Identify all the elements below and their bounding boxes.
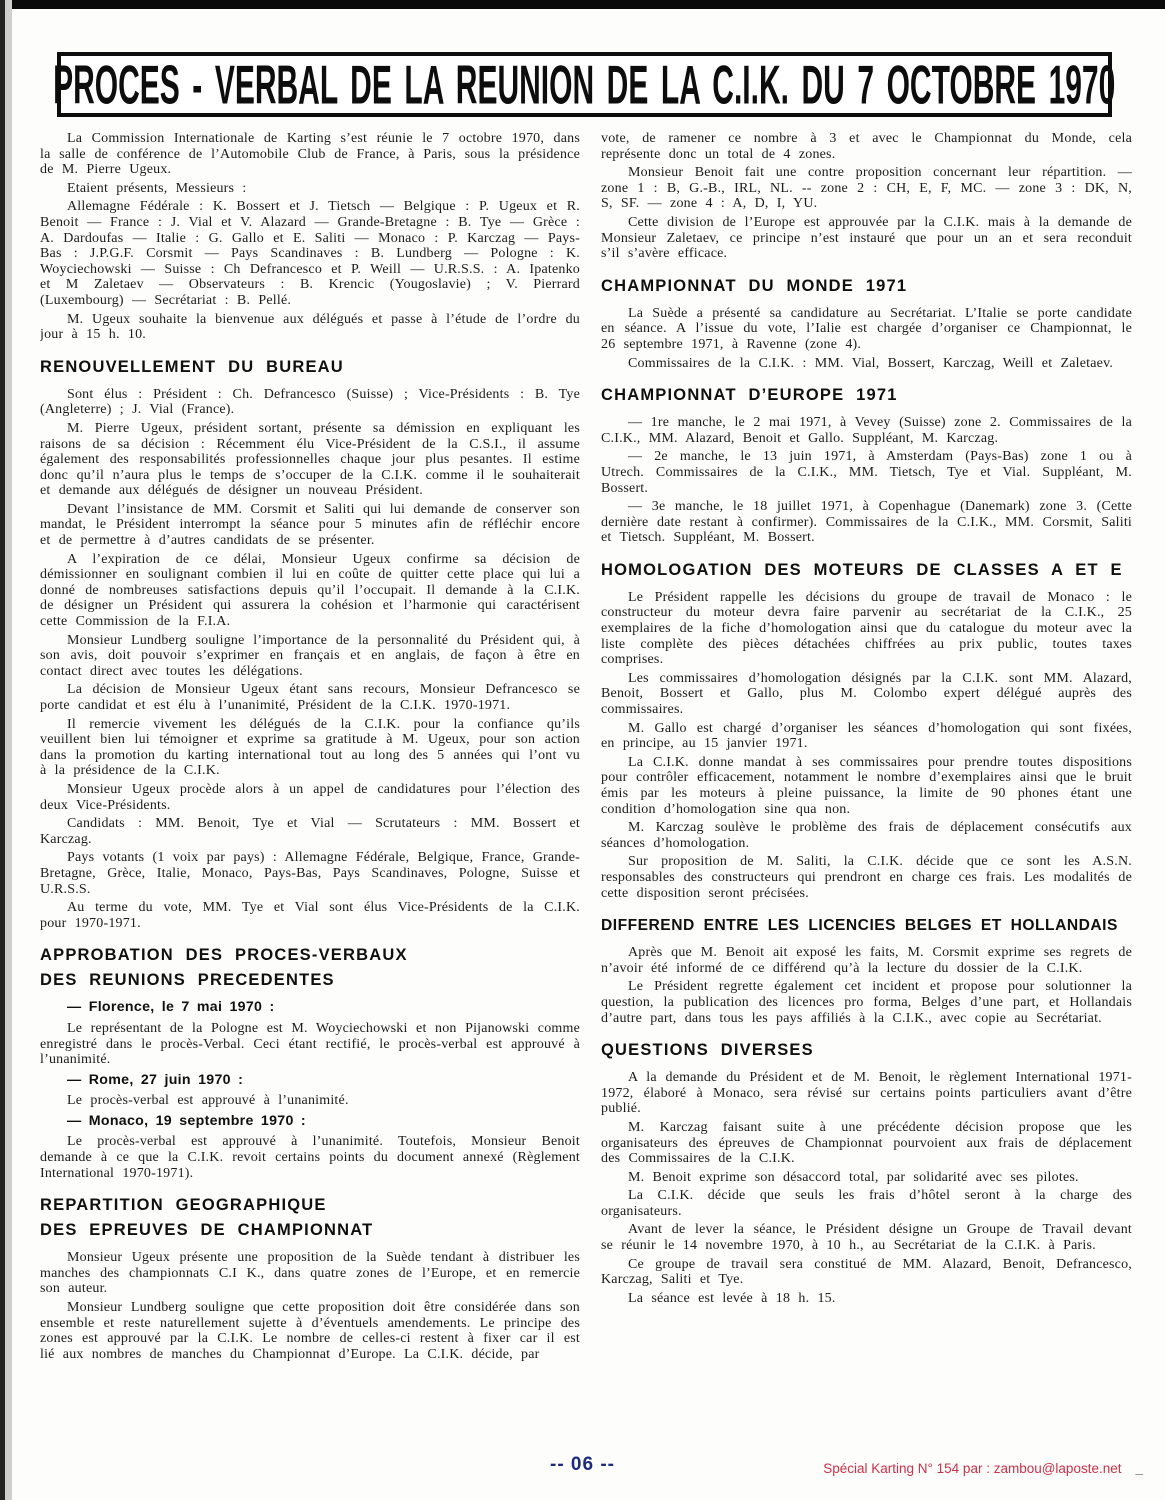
- paragraph-licences-pro-forma: Le Président regrette également cet incident et propose pour solutionner la question, la publication des licences pro forma, Belges d’une part, et Hollandais d’autre part, dans tous les pays affiliés à la C.I.K., avec copie au Secrétariat.: [601, 979, 1132, 1026]
- section-heading-championnat-europe: CHAMPIONNAT D’EUROPE 1971: [601, 386, 898, 405]
- paragraph-saliti-asn: Sur proposition de M. Saliti, la C.I.K. décide que ce sont les A.S.N. responsables des constructeurs qui prendront en charge ces frais. Les modalités de cette disposition seront précisées.: [601, 854, 1132, 901]
- paragraph-pays-votants: Pays votants (1 voix par pays) : Allemagne Fédérale, Belgique, France, Grande-Bretagne, Grèce, Italie, Monaco, Pays-Bas, Pays Scandinaves, Pologne, Suisse et U.R.S.S.: [40, 850, 580, 897]
- section-heading-approbation-2: DES REUNIONS PRECEDENTES: [40, 971, 335, 990]
- paragraph-elected: Sont élus : Président : Ch. Defrancesco (Suisse) ; Vice-Présidents : B. Tye (Angleterre) ; J. Vial (France).: [40, 386, 580, 418]
- paragraph-proposition-suede: Monsieur Ugeux présente une proposition de la Suède tendant à distribuer les manches des championnats C.I K., dans quatre zones de l’Europe, et en remercie son auteur.: [40, 1250, 580, 1297]
- paragraph-division-europe: Cette division de l’Europe est approuvée par la C.I.K. mais à la demande de Monsieur Zaletaev, ce principe n’est instauré que pour un an et sera reconduit s’il s’avère efficace.: [601, 214, 1132, 262]
- subheading-rome: — Rome, 27 juin 1970 :: [67, 1071, 244, 1088]
- paragraph-presents: Etaient présents, Messieurs :: [67, 180, 247, 196]
- paragraph-monaco: Le procès-verbal est approuvé à l’unanimité. Toutefois, Monsieur Benoit demande à ce que la C.I.K. revoit certains points du document annexé (Règlement International 1970-1971).: [40, 1134, 580, 1181]
- credit-trailing-mark: _: [1135, 1461, 1143, 1476]
- paragraph-manche-3: — 3e manche, le 18 juillet 1971, à Copenhague (Danemark) zone 3. (Cette dernière date restant à confirmer). Commissaires de la C.I.K., MM. Corsmit, Saliti et Tietsch. Suppléant, M. Bossert.: [601, 499, 1132, 546]
- paragraph-groupe-travail: Avant de lever la séance, le Président désigne un Groupe de Travail devant se réunir le 14 novembre 1970, à 10 h., au Secrétariat de la C.I.K. à Paris.: [601, 1222, 1132, 1254]
- paragraph-corsmit-regrets: Après que M. Benoit ait exposé les faits, M. Corsmit exprime ses regrets de n’avoir été informé de ce différend qu’à la lecture du dossier de la C.I.K.: [601, 945, 1132, 976]
- paragraph-gallo-seances: M. Gallo est chargé d’organiser les séances d’homologation qui sont fixées, en principe, au 15 janvier 1971.: [601, 720, 1132, 752]
- paragraph-contre-proposition: Monsieur Benoit fait une contre proposition concernant leur répartition. — zone 1 : B, G.-B., IRL, NL. -- zone 2 : CH, E, F, MC. — zone 3 : DK, N, S, SF. — zone 4 : A, D, I, YU.: [601, 165, 1132, 212]
- paragraph-mandat-commissaires: La C.I.K. donne mandat à ses commissaires pour prendre toutes dispositions pour contrôler efficacement, notamment le nombre d’exemplaires ainsi que le bruit émis par les moteurs à pleine puissance, la limite de 90 phones étant une condition d’homologation sine qua non.: [601, 754, 1132, 817]
- paragraph-reglement-international: A la demande du Président et de M. Benoit, le règlement International 1971-1972, élaboré à Monaco, sera révisé sur certains points particuliers avant d’être publié.: [601, 1070, 1132, 1117]
- paragraph-resultat-vote: Au terme du vote, MM. Tye et Vial sont élus Vice-Présidents de la C.I.K. pour 1970-1971.: [40, 900, 580, 931]
- paragraph-insistance: Devant l’insistance de MM. Corsmit et Saliti qui lui demande de conserver son mandat, le Président interrompt la séance pour 5 minutes afin de réfléchir encore et de permettre à d’autres candidats de se présenter.: [40, 501, 580, 549]
- paragraph-commissaires-monde: Commissaires de la C.I.K. : MM. Vial, Bossert, Karczag, Weill et Zaletaev.: [628, 355, 1114, 371]
- section-heading-homologation: HOMOLOGATION DES MOTEURS DE CLASSES A ET E: [601, 560, 1123, 579]
- section-heading-championnat-monde: CHAMPIONNAT DU MONDE 1971: [601, 276, 908, 295]
- paragraph-lundberg: Monsieur Lundberg souligne l’importance de la personnalité du Président qui, à son avis, doit pouvoir s’exprimer en français et en anglais, de façon à être en contact direct avec toutes les délégations.: [40, 632, 580, 679]
- document-title-box: [53, 52, 1116, 117]
- paragraph-frais-hotel: La C.I.K. décide que seuls les frais d’hôtel seront à la charge des organisateurs.: [601, 1188, 1132, 1219]
- section-heading-repartition: REPARTITION GEOGRAPHIQUE: [40, 1196, 327, 1215]
- paragraph-manche-2: — 2e manche, le 13 juin 1971, à Amsterdam (Pays-Bas) zone 1 ou à Utrech. Commissaires de la C.I.K., MM. Tietsch, Tye et Vial. Suppléant, M. Bossert.: [601, 449, 1132, 496]
- subheading-monaco: — Monaco, 19 septembre 1970 :: [67, 1112, 306, 1129]
- paragraph-florence: Le représentant de la Pologne est M. Woyciechowski et non Pijanowski comme enregistré dans le procès-Verbal. Ceci étant rectifié, le procès-verbal est approuvé à l’unanimité.: [40, 1020, 580, 1068]
- paragraph-appel-candidatures: Monsieur Ugeux procède alors à un appel de candidatures pour l’élection des deux Vice-Présidents.: [40, 781, 580, 813]
- scan-edge-left-gray: [5, 0, 12, 1500]
- paragraph-constitution-groupe: Ce groupe de travail sera constitué de MM. Alazard, Benoit, Defrancesco, Karczag, Saliti et Tye.: [601, 1256, 1132, 1288]
- section-heading-approbation: APPROBATION DES PROCES-VERBAUX: [40, 946, 408, 965]
- section-heading-differend: DIFFEREND ENTRE LES LICENCIES BELGES ET HOLLANDAIS: [601, 917, 1118, 935]
- section-heading-questions-diverses: QUESTIONS DIVERSES: [601, 1041, 814, 1060]
- right-column: [601, 131, 1132, 1481]
- paragraph-attendees: Allemagne Fédérale : K. Bossert et J. Tietsch — Belgique : P. Ugeux et R. Benoit — France : J. Vial et V. Alazard — Grande-Bretagne : B. Tye — Grèce : A. Dardoufas — Italie : G. Gallo et E. Saliti — Monaco : P. Karczag — Pays-Bas : J.P.G.F. Corsmit — Pays Scandinaves : B. Lundberg — Pologne : K. Woyciechowski — Suisse : Ch Defrancesco et P. Weill — U.R.S.S. : A. Ipatenko et M Zaletaev — Observateurs : B. Krencic (Yougoslavie) ; V. Pierrard (Luxembourg) — Secrétariat : B. Pellé.: [40, 199, 580, 308]
- paragraph-welcome: M. Ugeux souhaite la bienvenue aux délégués et passe à l’étude de l’ordre du jour à 15 h. 10.: [40, 311, 580, 343]
- paragraph-decisions-monaco: Le Président rappelle les décisions du groupe de travail de Monaco : le constructeur du moteur devra faire parvenir au secrétariat de la C.I.K., 25 exemplaires de la fiche d’homologation ainsi que du catalogue du moteur avec la liste complète des pièces détachées chiffrées au prix public, toutes taxes comprises.: [601, 589, 1132, 668]
- paragraph-commissaires-homologation: Les commissaires d’homologation désignés par la C.I.K. sont MM. Alazard, Benoit, Bossert et Gallo, plus M. Colombo expert délégué auprès des commissaires.: [601, 670, 1132, 718]
- paragraph-defrancesco-elu: La décision de Monsieur Ugeux étant sans recours, Monsieur Defrancesco se porte candidat et est élu à l’unanimité, Président de la C.I.K. 1970-1971.: [40, 682, 580, 713]
- credit-line: [823, 1461, 1143, 1476]
- paragraph-principe-zones: Monsieur Lundberg souligne que cette proposition doit être considérée dans son ensemble et reste naturellement sujette à d’éventuels amendements. Le principe des zones est approuvé par la C.I.K. Le nombre de celles-ci restent à fixer car il est lié aux nombres de manches du Championnat d’Europe. La C.I.K. décide, par: [40, 1300, 580, 1362]
- paragraph-benoit-desaccord: M. Benoit exprime son désaccord total, par solidarité avec ses pilotes.: [628, 1169, 1079, 1185]
- paragraph-vote-zones: vote, de ramener ce nombre à 3 et avec le Championnat du Monde, cela représente donc un total de 4 zones.: [601, 131, 1132, 162]
- paragraph-karczag-frais: M. Karczag soulève le problème des frais de déplacement consécutifs aux séances d’homologation.: [601, 820, 1132, 851]
- page-title: PROCES - VERBAL DE LA REUNION DE LA C.I.K. DU 7 OCTOBRE 1970: [53, 53, 1116, 116]
- left-column: [40, 131, 580, 1481]
- subheading-florence: — Florence, le 7 mai 1970 :: [67, 999, 275, 1016]
- paragraph-seance-levee: La séance est levée à 18 h. 15.: [628, 1290, 836, 1306]
- paragraph-remerciements: Il remercie vivement les délégués de la C.I.K. pour la confiance qu’ils veuillent bien lui témoigner et exprime sa gratitude à M. Ugeux, pour son action dans la promotion du karting international tout au long des 5 années qui l’ont vu à la présidence de la C.I.K.: [40, 716, 580, 779]
- paragraph-karczag-organisateurs: M. Karczag faisant suite à une précédente décision propose que les organisateurs des épreuves de Championnat pourvoient aux frais de déplacement des Commissaires de la C.I.K.: [601, 1119, 1132, 1167]
- paragraph-rome: Le procès-verbal est approuvé à l’unanimité.: [67, 1093, 349, 1109]
- section-heading-repartition-2: DES EPREUVES DE CHAMPIONNAT: [40, 1221, 374, 1240]
- paragraph-candidature-suede: La Suède a présenté sa candidature au Secrétariat. L’Italie se porte candidate en séance. A l’issue du vote, l’Ialie est chargée d’organiser ce Championnat, le 26 septembre 1971, à Ravenne (zone 4).: [601, 305, 1132, 352]
- paragraph-intro: La Commission Internationale de Karting s’est réunie le 7 octobre 1970, dans la salle de conférence de l’Automobile Club de France, à Paris, sous la présidence de M. Pierre Ugeux.: [40, 131, 580, 178]
- section-heading-renouvellement: RENOUVELLEMENT DU BUREAU: [40, 357, 344, 376]
- paragraph-manche-1: — 1re manche, le 2 mai 1971, à Vevey (Suisse) zone 2. Commissaires de la C.I.K., MM. Alazard, Benoit et Gallo. Suppléant, M. Karczag.: [601, 415, 1132, 446]
- paragraph-expiration: A l’expiration de ce délai, Monsieur Ugeux confirme sa décision de démissionner en soulignant combien il lui en coûte de quitter cette place qui lui a donné de nombreuses satisfactions depuis qu’il l’occupait. Il demande à la C.I.K. de désigner un Président qui assurera la cohésion et l’harmonie qui caractérisent cette Commission de la F.I.A.: [40, 551, 580, 630]
- credit-text: Spécial Karting N° 154 par : zambou@laposte.net: [823, 1461, 1122, 1476]
- page-number: -- 06 --: [550, 1454, 615, 1475]
- scan-edge-top: [0, 0, 1165, 9]
- paragraph-resignation: M. Pierre Ugeux, président sortant, présente sa démission en expliquant les raisons de sa décision : Récemment élu Vice-Président de la C.S.I., il assume également des responsabilités professionnelles chaque jour plus pesantes. Il estime donc qu’il n’aura plus le temps de s’occuper de la C.I.K. comme il le souhaiterait et demande aux délégués de désigner un nouveau Président.: [40, 420, 580, 499]
- paragraph-candidats: Candidats : MM. Benoit, Tye et Vial — Scrutateurs : MM. Bossert et Karczag.: [40, 816, 580, 847]
